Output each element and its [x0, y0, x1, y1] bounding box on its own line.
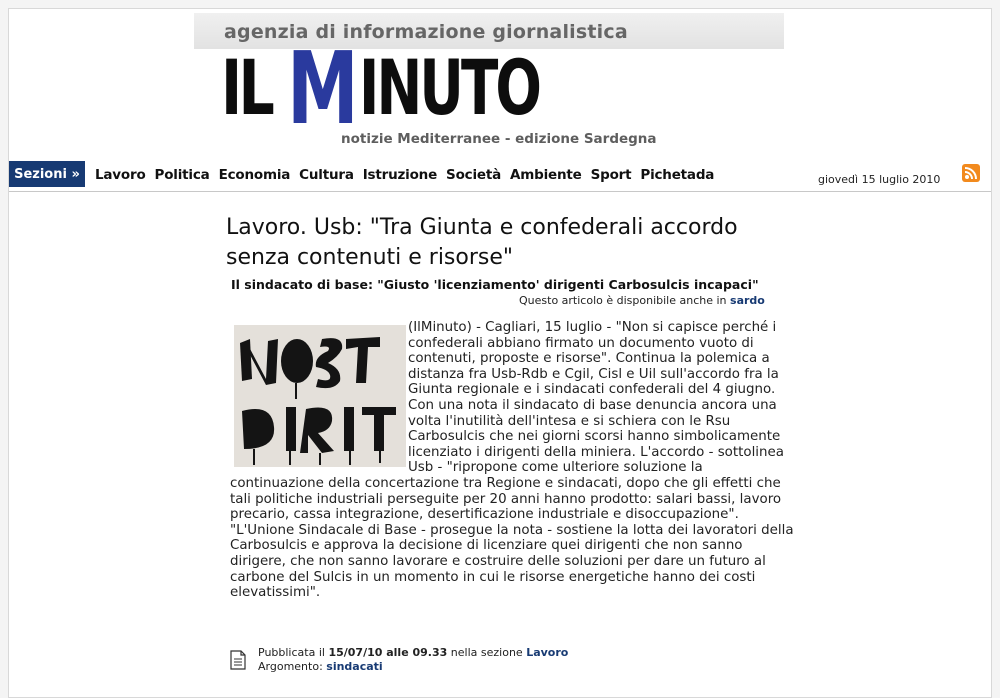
nav-item-ambiente[interactable]: Ambiente	[510, 167, 582, 183]
site-subtitle: notizie Mediterranee - edizione Sardegna	[341, 131, 657, 147]
language-link-sardo[interactable]: sardo	[730, 294, 765, 307]
article-body	[230, 320, 800, 601]
logo-inuto: INUTO	[359, 43, 540, 132]
published-line	[258, 646, 568, 660]
article-paragraph-2: "L'Unione Sindacale di Base - prosegue la nota - sostiene la lotta dei lavoratori della Carbosulcis e approva la decisione di licenziare quei dirigenti che non sanno dirigere, che non sanno lavorare e costruire delle soluzioni per dare un futuro al carbone del Sulcis in un momento in cui le risorse energetiche hanno dei costi elevatissimi".	[230, 522, 794, 601]
nav-item-societa[interactable]: Società	[446, 167, 501, 183]
nav-items	[95, 167, 714, 183]
section-link[interactable]: Lavoro	[526, 646, 569, 659]
published-prefix: Pubblicata il	[258, 646, 325, 659]
availability-prefix: Questo articolo è disponibile anche in	[519, 294, 727, 307]
rss-icon-glyph	[962, 164, 980, 182]
nav-item-economia[interactable]: Economia	[218, 167, 291, 183]
page	[8, 8, 992, 698]
masthead	[9, 9, 992, 157]
nav-item-pichetada[interactable]: Pichetada	[640, 167, 715, 183]
topic-link[interactable]: sindacati	[326, 660, 383, 673]
nav-item-istruzione[interactable]: Istruzione	[362, 167, 438, 183]
topic-line	[258, 660, 568, 674]
current-date: giovedì 15 luglio 2010	[818, 173, 941, 186]
article-subtitle: Il sindacato di base: "Giusto 'licenziamento' dirigenti Carbosulcis incapaci"	[231, 277, 759, 292]
rss-icon[interactable]	[962, 164, 980, 182]
language-availability	[519, 294, 765, 307]
nav-item-sport[interactable]: Sport	[590, 167, 632, 183]
meta-lines	[258, 646, 568, 674]
article-title: Lavoro. Usb: "Tra Giunta e confederali accordo senza contenuti e risorse"	[226, 215, 738, 270]
sezioni-button[interactable]: Sezioni »	[9, 161, 85, 187]
nav-item-politica[interactable]: Politica	[154, 167, 210, 183]
nav-item-cultura[interactable]: Cultura	[299, 167, 354, 183]
topic-prefix: Argomento:	[258, 660, 323, 673]
published-date: 15/07/10 alle 09.33	[328, 646, 448, 659]
section-prefix: nella sezione	[450, 646, 523, 659]
logo-il: IL	[221, 43, 272, 132]
document-icon	[230, 650, 246, 670]
article-paragraph-1: (IlMinuto) - Cagliari, 15 luglio - "Non si capisce perché i confederali abbiano firmato un documento vuoto di contenuti, proposte e risorse". Continua la polemica a distanza fra Usb-Rdb e Cgil, Cisl e Uil sull'accordo fra la Giunta regionale e i sindacati confederali del 4 giugno. Con una nota il sindacato di base denuncia ancora una volta l'inutilità dell'intesa e si schiera con le Rsu Carbosulcis che nei giorni scorsi hanno simbolicamente licenziato i dirigenti della miniera. L'accordo - sottolinea Usb - "ripropone come ulteriore soluzione la continuazione della concertazione tra Regione e sindacati, dopo che gli effetti che tali politiche industriali perseguite per 20 anni hanno prodotto: salari bassi, lavoro precario, cassa integrazione, desertificazione industriale e disoccupazione".	[230, 320, 784, 523]
logo-m: M	[287, 30, 359, 147]
nav-item-lavoro[interactable]: Lavoro	[95, 167, 146, 183]
tagline: agenzia di informazione giornalistica	[224, 21, 628, 43]
